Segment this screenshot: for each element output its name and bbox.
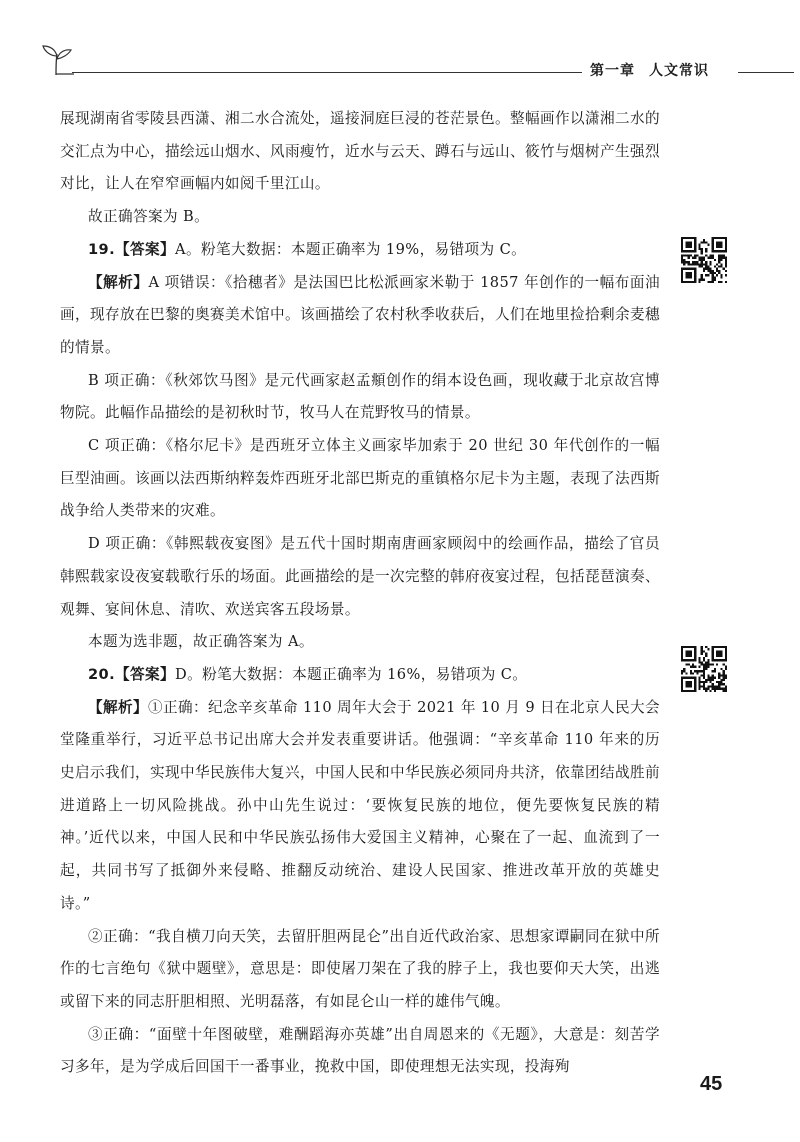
paragraph-option-b: B 项正确：《秋郊饮马图》是元代画家赵孟頫创作的绢本设色画，现收藏于北京故宫博物院。此幅作品描绘的是初秋时节，牧马人在荒野牧马的情景。	[60, 371, 660, 422]
analysis-label-19: 【解析】	[88, 273, 149, 291]
paragraph-analysis-20: 【解析】①正确：纪念辛亥革命 110 周年大会于 2021 年 10 月 9 日在北京人民大会堂隆重举行，习近平总书记出席大会并发表重要讲话。他强调：“辛亥革命 110 年来的历史启示我们，实现中华民族伟大复兴，中国人民和中华民族必须同舟共济，依靠团结战胜前进道路上一切风险挑战。孙中山先生说过：‘要恢复民族的地位，便先要恢复民族的精神。’近代以来，中国人民和中华民族弘扬伟大爱国主义精神，心聚在了一起、血流到了一起，共同书写了抵御外来侵略、推翻反动统治、建设人民国家、推进改革开放的英雄史诗。”	[60, 698, 660, 912]
analysis-label-20: 【解析】	[88, 698, 148, 716]
paragraph-item-3: ③正确：“面壁十年图破壁，难酬蹈海亦英雄”出自周恩来的《无题》，大意是：刻苦学习多年，是为学成后回国干一番事业，挽救中国，即使理想无法实现，投海殉	[60, 1025, 660, 1076]
paragraph-answer-20: 20.【答案】D。粉笔大数据：本题正确率为 16%，易错项为 C。	[88, 665, 528, 683]
section-label: 人文常识	[649, 63, 709, 79]
running-head	[590, 60, 735, 80]
paragraph-option-c: C 项正确：《格尔尼卡》是西班牙立体主义画家毕加索于 20 世纪 30 年代创作的一幅巨型油画。该画以法西斯纳粹轰炸西班牙北部巴斯克的重镇格尔尼卡为主题，表现了法西斯战争给人类带来的灾难。	[60, 437, 660, 520]
paragraph-intro: 展现湖南省零陵县西潇、湘二水合流处，遥接洞庭巨浸的苍茫景色。整幅画作以潇湘二水的交汇点为中心，描绘远山烟水、风雨瘦竹，近水与云天、蹲石与远山、筱竹与烟树产生强烈对比，让人在窄窄画幅内如阅千里江山。	[60, 110, 660, 193]
qr-code-question-20[interactable]	[681, 646, 727, 692]
page-number: 45	[700, 1073, 723, 1095]
header-rule-right	[738, 72, 794, 73]
paragraph-answer-19: 19.【答案】A。粉笔大数据：本题正确率为 19%，易错项为 C。	[88, 240, 527, 258]
qr-code-icon	[681, 646, 727, 692]
paragraph-answer-18: 故正确答案为 B。	[88, 208, 210, 226]
body-text	[60, 103, 660, 1084]
paragraph-analysis-19: 【解析】A 项错误：《拾穗者》是法国巴比松派画家米勒于 1857 年创作的一幅布面油画，现存放在巴黎的奥赛美术馆中。该画描绘了农村秋季收获后，人们在地里捡拾剩余麦穗的情景。	[60, 273, 660, 356]
answer-label-19: 19.【答案】	[88, 240, 176, 258]
sprout-leaf-icon	[40, 44, 74, 76]
page-header	[0, 0, 800, 90]
paragraph-conclusion-19: 本题为选非题，故正确答案为 A。	[88, 633, 314, 651]
answer-label-20: 20.【答案】	[88, 665, 176, 683]
paragraph-option-d: D 项正确：《韩熙载夜宴图》是五代十国时期南唐画家顾闳中的绘画作品，描绘了官员韩熙载家设夜宴载歌行乐的场面。此画描绘的是一次完整的韩府夜宴过程，包括琵琶演奏、观舞、宴间休息、清吹、欢送宾客五段场景。	[60, 535, 660, 618]
header-rule-left	[72, 72, 582, 73]
qr-code-question-19[interactable]	[681, 237, 727, 283]
paragraph-item-2: ②正确：“我自横刀向天笑，去留肝胆两昆仑”出自近代政治家、思想家谭嗣同在狱中所作的七言绝句《狱中题壁》，意思是：即使屠刀架在了我的脖子上，我也要仰天大笑，出逃或留下来的同志肝胆相照、光明磊落，有如昆仑山一样的雄伟气魄。	[60, 927, 660, 1010]
qr-code-icon	[681, 237, 727, 283]
chapter-label: 第一章	[590, 63, 635, 79]
